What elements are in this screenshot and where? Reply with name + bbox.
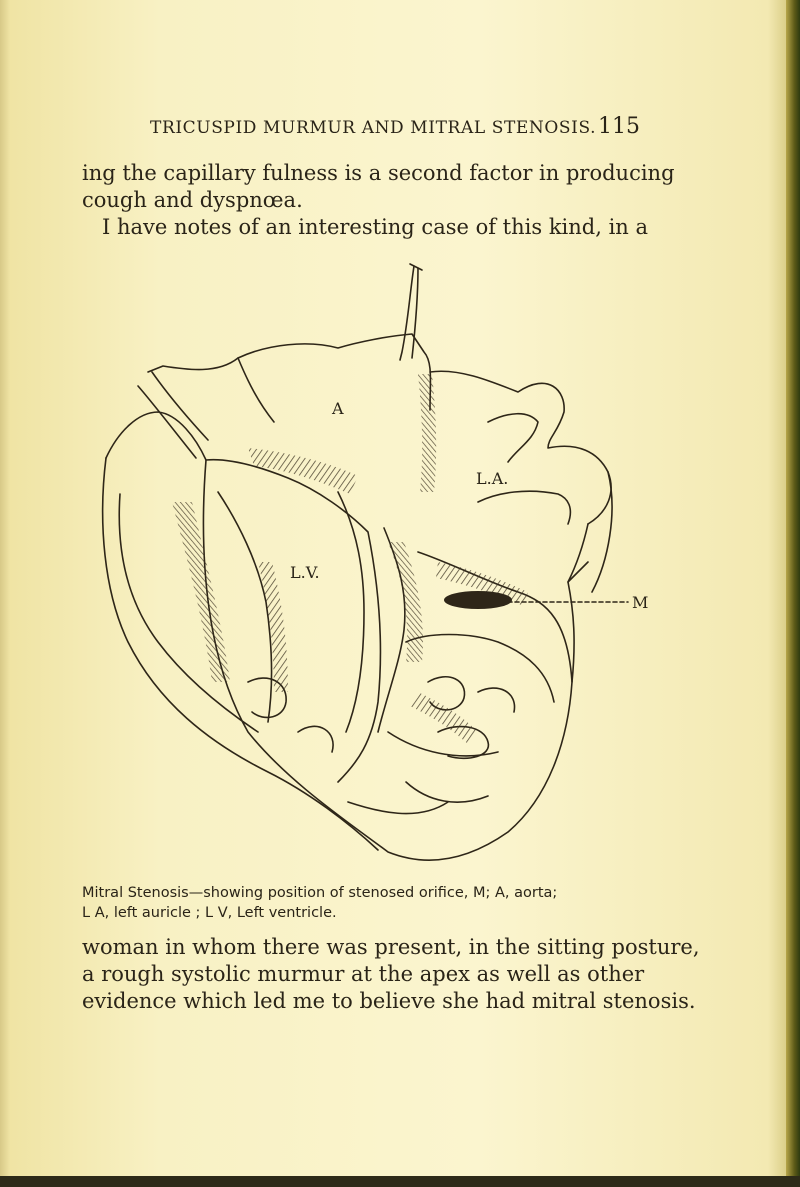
text-line: cough and dyspnœa. xyxy=(82,188,303,212)
heart-drawing xyxy=(88,262,648,874)
label-mitral: M xyxy=(632,593,648,612)
label-aorta: A xyxy=(332,399,344,418)
label-left-auricle: L.A. xyxy=(476,469,509,488)
heart-illustration xyxy=(88,262,648,874)
caption-line: L A, left auricle ; L V, Left ventricle. xyxy=(82,905,337,921)
probe-head xyxy=(410,264,422,270)
caption-line: Mitral Stenosis—showing position of stenosed orifice, M; A, aorta; xyxy=(82,885,558,901)
shading-wall-right xyxy=(258,562,288,692)
book-edge xyxy=(786,0,800,1187)
page-number: 115 xyxy=(598,114,640,139)
paragraph-bottom xyxy=(82,934,700,1015)
page-gutter-shadow xyxy=(0,0,10,1187)
shading-ventricle-wall xyxy=(172,502,230,682)
aorta-outline xyxy=(148,334,430,410)
shading-septum xyxy=(388,542,423,662)
left-ventricle-outline xyxy=(206,460,380,782)
shading-aorta-base xyxy=(248,448,358,494)
page-bottom-edge xyxy=(0,1176,800,1187)
shading-auricle xyxy=(418,374,436,492)
text-line: I have notes of an interesting case of this kind, in a xyxy=(102,215,649,239)
shading-lower xyxy=(410,692,478,744)
probe-line xyxy=(400,266,418,360)
stenosed-orifice xyxy=(444,591,512,609)
running-head-title: TRICUSPID MURMUR AND MITRAL STENOSIS. xyxy=(150,118,597,138)
running-header xyxy=(150,114,640,144)
text-line: a rough systolic murmur at the apex as well as other xyxy=(82,962,645,986)
paragraph-top xyxy=(82,160,675,241)
text-line: woman in whom there was present, in the sitting posture, xyxy=(82,935,700,959)
text-line: evidence which led me to believe she had mitral stenosis. xyxy=(82,989,696,1013)
label-left-ventricle: L.V. xyxy=(290,563,320,582)
text-line: ing the capillary fulness is a second factor in producing xyxy=(82,161,675,185)
figure-caption xyxy=(82,883,642,923)
